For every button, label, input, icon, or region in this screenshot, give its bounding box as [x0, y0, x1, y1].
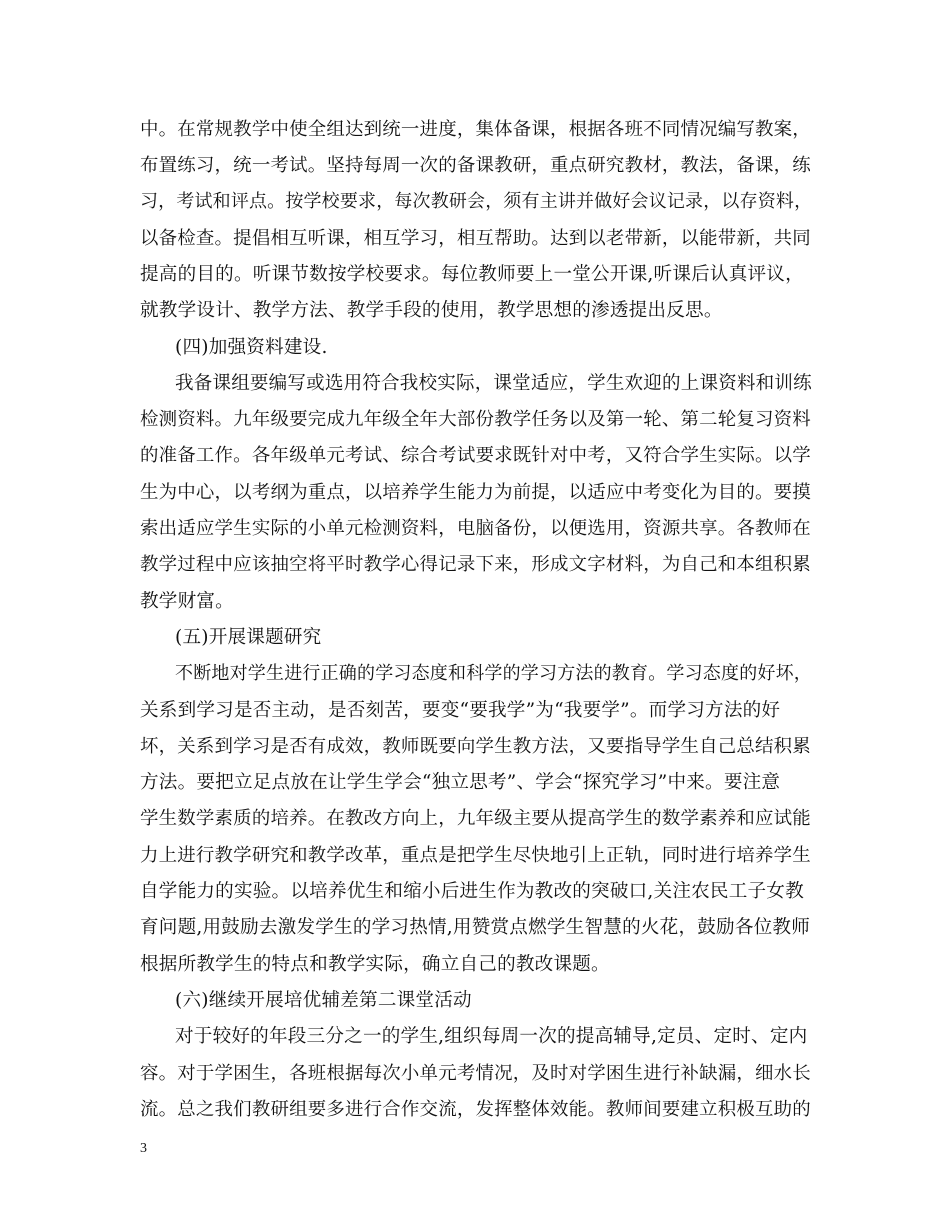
paragraph-first-line: 我备课组要编写或选用符合我校实际，课堂适应，学生欢迎的上课资料和训练 — [175, 373, 812, 394]
page-number: 3 — [140, 1141, 147, 1156]
body-text-line: 关系到学习是否主动，是否刻苦，要变“要我学”为“我要学”。而学习方法的好 — [140, 700, 781, 721]
body-text-line: 育问题,用鼓励去激发学生的学习热情,用赞赏点燃学生智慧的火花，鼓励各位教师 — [140, 917, 811, 938]
body-text-line: 教学过程中应该抽空将平时教学心得记录下来，形成文字材料，为自己和本组积累 — [140, 554, 811, 575]
body-text-line: 力上进行教学研究和教学改革，重点是把学生尽快地引上正轨，同时进行培养学生 — [140, 845, 811, 866]
body-text-line: 生为中心，以考纲为重点，以培养学生能力为前提，以适应中考变化为目的。要摸 — [140, 482, 811, 503]
body-text-line: 自学能力的实验。以培养优生和缩小后进生作为教改的突破口,关注农民工子女教 — [140, 881, 804, 902]
body-text-line: 布置练习，统一考试。坚持每周一次的备课教研，重点研究教材，教法，备课，练 — [140, 155, 811, 176]
body-text-line: 就教学设计、教学方法、教学手段的使用，教学思想的渗透提出反思。 — [140, 300, 723, 321]
body-text-line: 索出适应学生实际的小单元检测资料，电脑备份，以便选用，资源共享。各教师在 — [140, 518, 811, 539]
body-text-line: 检测资料。九年级要完成九年级全年大部份教学任务以及第一轮、第二轮复习资料 — [140, 409, 811, 430]
body-text-line: 学生数学素质的培养。在教改方向上，九年级主要从提高学生的数学素养和应试能 — [140, 808, 811, 829]
section-heading: (五)开展课题研究 — [175, 627, 322, 648]
body-text-line: 根据所教学生的特点和教学实际，确立自己的教改课题。 — [140, 954, 610, 975]
body-text-line: 教学财富。 — [140, 591, 234, 612]
paragraph-first-line: 不断地对学生进行正确的学习态度和科学的学习方法的教育。学习态度的好坏， — [175, 663, 812, 684]
body-text-line: 中。在常规教学中使全组达到统一进度，集体备课，根据各班不同情况编写教案， — [140, 119, 811, 140]
body-text-line: 流。总之我们教研组要多进行合作交流，发挥整体效能。教师间要建立积极互助的 — [140, 1099, 811, 1120]
body-text-line: 的准备工作。各年级单元考试、综合考试要求既针对中考，又符合学生实际。以学 — [140, 445, 811, 466]
body-text-line: 方法。要把立足点放在让学生学会“独立思考”、学会“探究学习”中来。要注意 — [140, 772, 781, 793]
body-text-line: 坏，关系到学习是否有成效，教师既要向学生教方法，又要指导学生自己总结积累 — [140, 736, 811, 757]
body-text-line: 以备检查。提倡相互听课，相互学习，相互帮助。达到以老带新，以能带新，共同 — [140, 228, 811, 249]
body-text-line: 提高的目的。听课节数按学校要求。每位教师要上一堂公开课,听课后认真评议， — [140, 264, 804, 285]
paragraph-first-line: 对于较好的年段三分之一的学生,组织每周一次的提高辅导,定员、定时、定内 — [175, 1026, 808, 1047]
section-heading: (六)继续开展培优辅差第二课堂活动 — [175, 990, 472, 1011]
section-heading: (四)加强资料建设. — [175, 337, 328, 358]
body-text-line: 容。对于学困生，各班根据每次小单元考情况，及时对学困生进行补缺漏，细水长 — [140, 1063, 811, 1084]
body-text-line: 习，考试和评点。按学校要求，每次教研会，须有主讲并做好会议记录，以存资料， — [140, 191, 813, 212]
